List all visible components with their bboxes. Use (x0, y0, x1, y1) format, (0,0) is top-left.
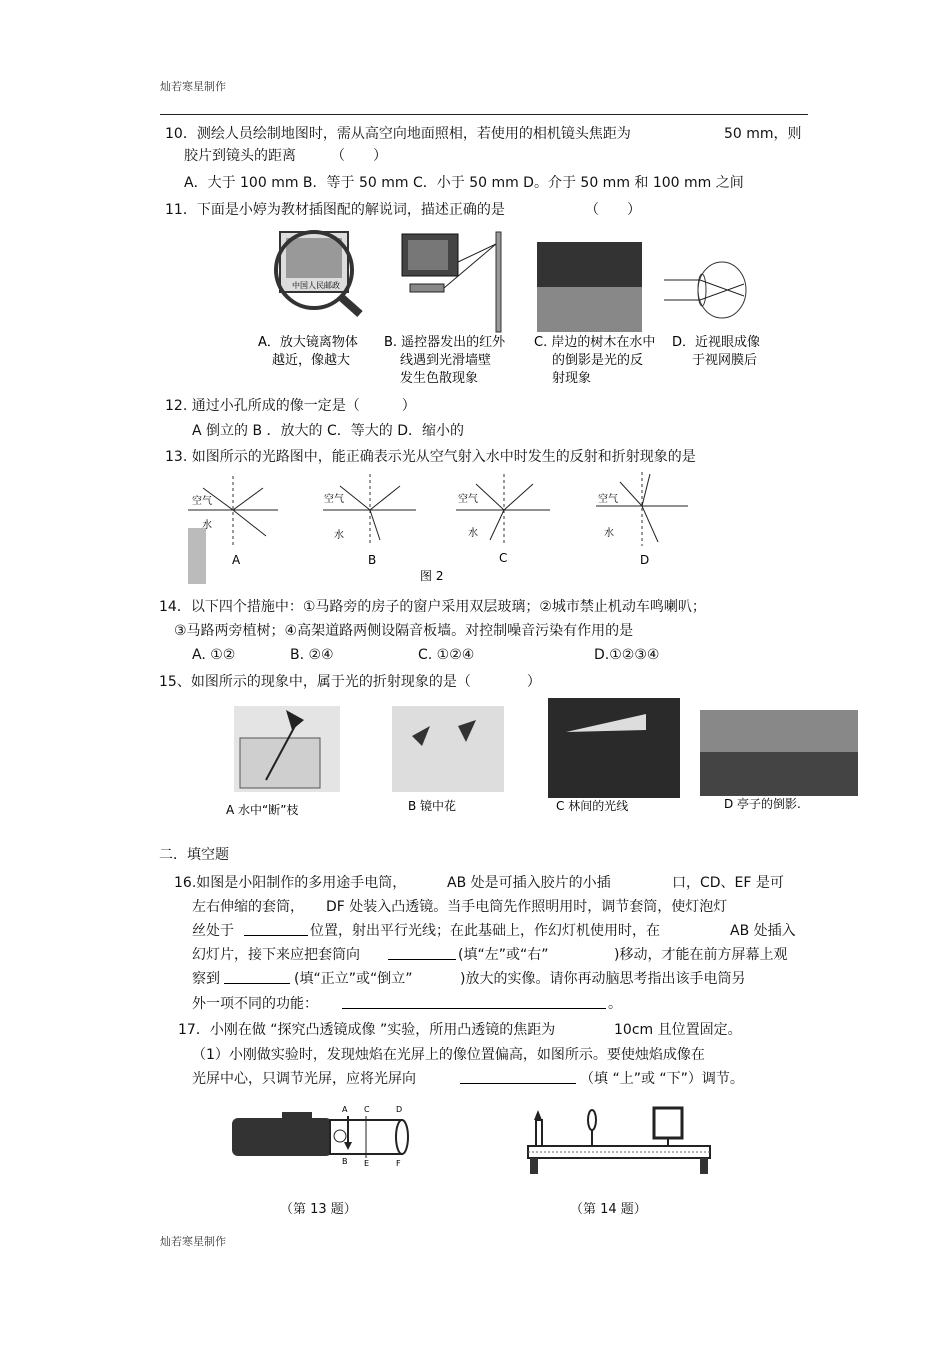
q10-line1-end: 50 mm，则 (724, 126, 802, 142)
q15-stem: 15、如图所示的现象中，属于光的折射现象的是（ ） (159, 674, 541, 690)
q13-label-d: D (640, 553, 650, 567)
q17-l2: （1）小刚做实验时，发现烛焰在光屏上的像位置偏高，如图所示。要使烛焰成像在 (192, 1047, 705, 1063)
q11-cap-d-1: D．近视眼成像 (672, 335, 761, 350)
q14-opt-c: C. ①②④ (418, 647, 475, 663)
torch-letter-c: C (364, 1105, 370, 1114)
eye-diagram (664, 262, 746, 318)
q13-water-a: 水 (202, 520, 212, 531)
q16-l5b: (填“正立”或“倒立” (294, 971, 413, 987)
q16-blank-3 (224, 983, 290, 984)
q13-water-c: 水 (468, 528, 478, 539)
section2-title: 二．填空题 (159, 847, 229, 863)
torch-letter-f: F (396, 1159, 401, 1168)
q10-line2: 胶片到镜头的距离 （ ） (184, 148, 387, 164)
q16-blank-2 (388, 959, 456, 960)
q14-line1: 14．以下四个措施中：①马路旁的房子的窗户采用双层玻璃；②城市禁止机动车鸣喇叭； (159, 599, 706, 615)
q16-l1c: 口，CD、EF 是可 (672, 875, 784, 891)
q11-cap-c-1: C. 岸边的树木在水中 (534, 335, 656, 350)
q15-cap-c: C 林间的光线 (556, 799, 629, 813)
q16-l3b: 位置，射出平行光线；在此基础上，作幻灯机使用时，在 (310, 923, 660, 939)
q16-l3c: AB 处插入 (730, 923, 796, 939)
q15-figure (226, 696, 860, 824)
q11-paren: （ ） (585, 202, 641, 218)
q13-water-b: 水 (334, 530, 344, 541)
q16-blank-1 (244, 935, 308, 936)
q16-l5a: 察到 (192, 971, 220, 987)
q11-stem: 11．下面是小婷为教材插图配的解说词，描述正确的是 (165, 202, 505, 218)
q17-l1a: 17．小刚在做 “探究凸透镜成像 ”实验，所用凸透镜的焦距为 (178, 1022, 556, 1038)
q13-label-b: B (368, 553, 377, 567)
q16-blank-4 (342, 1008, 606, 1009)
footer-maker: 灿若寒星制作 (160, 1235, 226, 1248)
q16-l5c: )放大的实像。请你再动脑思考指出该手电筒另 (460, 971, 746, 987)
q14-line2: ③马路两旁植树；④高架道路两侧设隔音板墙。对控制噪音污染有作用的是 (174, 623, 634, 639)
header-rule (160, 114, 808, 115)
q15-cap-d: D 亭子的倒影. (724, 797, 801, 811)
q15-cap-a: A 水中“断”枝 (226, 803, 299, 817)
fig13-caption: （第 13 题） (280, 1202, 357, 1217)
q16-l2a: 左右伸缩的套筒， (192, 899, 304, 915)
q11-cap-b-2: 线遇到光滑墙壁 (400, 353, 492, 368)
q10-options: A．大于 100 mm B．等于 50 mm C．小于 50 mm D。介于 50 mm 和 100 mm 之间 (184, 175, 744, 191)
q16-l1b: AB 处是可插入胶片的小插 (447, 875, 611, 891)
q13-figure (188, 470, 698, 588)
q11-cap-b-1: B. 遥控器发出的红外 (384, 335, 506, 350)
q11-cap-c-2: 的倒影是光的反 (552, 353, 644, 368)
torch-letter-d: D (396, 1105, 403, 1114)
header-maker: 灿若寒星制作 (160, 80, 226, 93)
magnifier-image (276, 232, 360, 314)
stamp-text: 中国人民邮政 (292, 281, 340, 290)
q13-air-d: 空气 (598, 494, 618, 505)
q13-label-a: A (232, 553, 241, 567)
forest-light-image (548, 698, 680, 798)
q16-l6a: 外一项不同的功能： (192, 996, 318, 1012)
q11-cap-d-2: 于视网膜后 (692, 353, 758, 368)
torch-letter-a: A (342, 1105, 348, 1114)
q16-l6b: 。 (608, 996, 622, 1012)
torch-letter-b: B (342, 1157, 348, 1166)
q13-air-c: 空气 (458, 494, 478, 505)
q11-cap-b-3: 发生色散现象 (400, 371, 479, 386)
q13-fig-label: 图 2 (420, 569, 444, 583)
q13-air-a: 空气 (192, 496, 212, 507)
q17-l3b: （填 “上”或 “下”）调节。 (580, 1071, 744, 1087)
tv-remote-image (402, 232, 501, 332)
q10-line1: 10．测绘人员绘制地图时，需从高空向地面照相，若使用的相机镜头焦距为 (165, 126, 631, 142)
q17-l1b: 10cm 且位置固定。 (614, 1022, 742, 1038)
torch-letter-e: E (364, 1159, 370, 1168)
q16-l1a: 16.如图是小阳制作的多用途手电筒， (174, 875, 407, 891)
q13-air-b: 空气 (324, 494, 344, 505)
q12-options: A 倒立的 B ．放大的 C．等大的 D．缩小的 (192, 423, 464, 439)
fig14-caption: （第 14 题） (570, 1202, 647, 1217)
q15-cap-b: B 镜中花 (408, 799, 457, 813)
svg-text:A．放大镜离物体 越近，像越大 B. 遥控器 (258, 334, 764, 386)
q17-l3a: 光屏中心，只调节光屏，应将光屏向 (192, 1071, 416, 1087)
q16-l3a: 丝处于 (192, 923, 234, 939)
lake-image (537, 242, 642, 332)
q17-blank (460, 1083, 576, 1084)
q16-l4c: )移动，才能在前方屏幕上观 (614, 947, 788, 963)
optical-bench-figure (520, 1102, 716, 1180)
torch-figure (230, 1100, 416, 1170)
q11-figure (252, 222, 782, 392)
q16-l2b: DF 处装入凸透镜。当手电筒先作照明用时，调节套筒，使灯泡灯 (326, 899, 728, 915)
q11-cap-a-2: 越近，像越大 (272, 353, 351, 368)
q11-cap-c-3: 射现象 (552, 371, 592, 386)
q14-opt-b: B. ②④ (290, 647, 334, 663)
mirror-flower-image (392, 706, 504, 792)
q16-l4b: (填“左”或“右” (458, 947, 549, 963)
q13-stem: 13. 如图所示的光路图中，能正确表示光从空气射入水中时发生的反射和折射现象的是 (165, 449, 696, 465)
q16-l4a: 幻灯片，接下来应把套筒向 (192, 947, 360, 963)
q14-opt-d: D.①②③④ (594, 647, 660, 663)
q13-water-d: 水 (604, 528, 614, 539)
q13-label-c: C (499, 551, 508, 565)
q12-stem: 12. 通过小孔所成的像一定是（ ） (165, 398, 416, 414)
q11-cap-a-1: A．放大镜离物体 (258, 335, 358, 350)
q14-opt-a: A. ①② (192, 647, 236, 663)
